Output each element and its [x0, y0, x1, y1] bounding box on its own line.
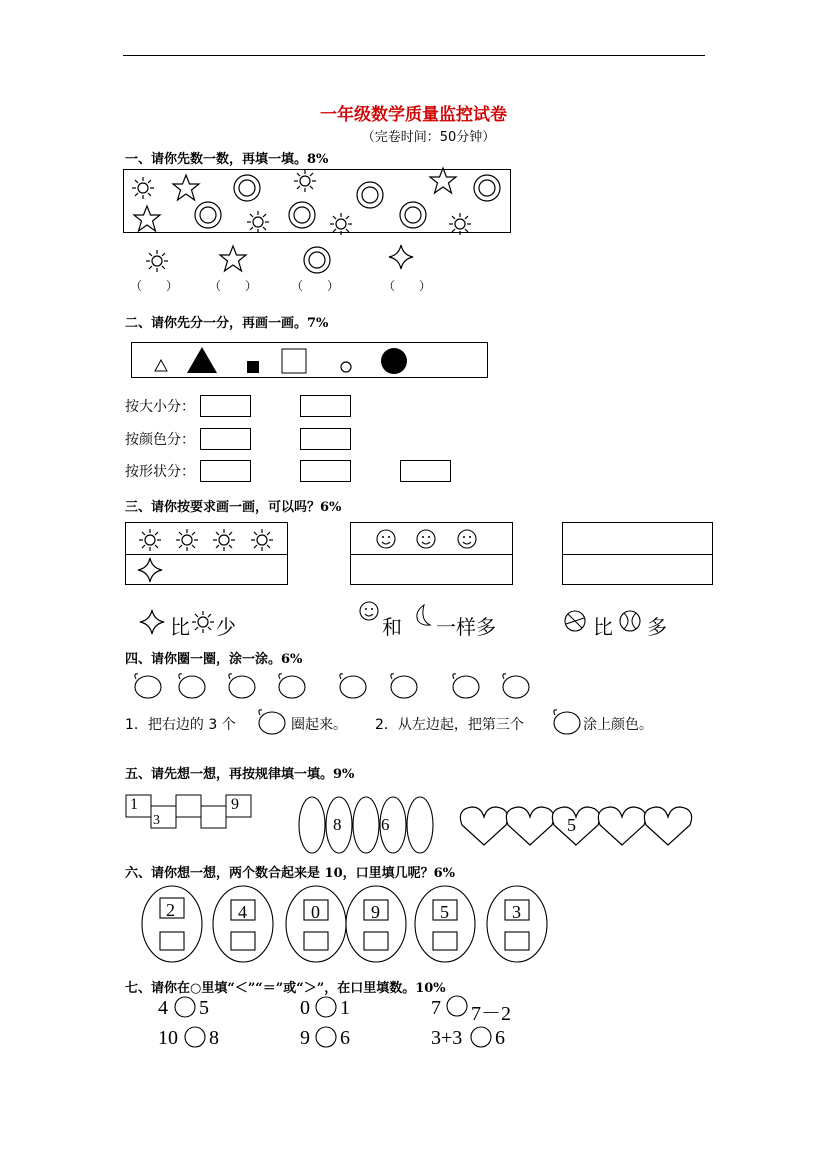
compare-right: 1 — [340, 997, 350, 1019]
compare-circle — [316, 997, 336, 1017]
page-title: 一年级数学质量监控试卷 — [320, 105, 507, 125]
compare-left: 9 — [300, 1027, 310, 1049]
section4-heading: 四、请你圈一圈，涂一涂。6% — [125, 652, 303, 667]
compare-left: 0 — [300, 997, 310, 1019]
compare-right: 7－2 — [471, 1003, 511, 1025]
heart-value: 5 — [567, 815, 576, 835]
q2-text-b: 涂上颜色。 — [583, 717, 653, 733]
compare-circle — [316, 1027, 336, 1047]
step-value: 1 — [130, 796, 138, 813]
compare-right: 8 — [209, 1027, 219, 1049]
compare-right: 6 — [495, 1027, 505, 1049]
row-size-label: 按大小分： — [125, 399, 195, 415]
compare-circle — [471, 1027, 491, 1047]
given-number: 0 — [311, 902, 320, 922]
given-number: 9 — [371, 902, 380, 922]
blank-ring[interactable]: （ ） — [291, 279, 340, 293]
q1-text-b: 圈起来。 — [291, 717, 347, 733]
given-number: 4 — [238, 902, 247, 922]
given-number: 2 — [166, 900, 175, 920]
row-shape-label: 按形状分： — [125, 464, 195, 480]
section1-heading: 一、请你先数一数，再填一填。8% — [125, 152, 329, 167]
caption3-a: 比 — [593, 615, 613, 639]
caption1-b: 少 — [216, 615, 236, 639]
oval-value: 8 — [333, 815, 342, 834]
row-color-label: 按颜色分： — [125, 432, 195, 448]
compare-circle — [447, 996, 467, 1016]
q1-text-a: 1．把右边的 3 个 — [125, 717, 236, 733]
compare-left: 7 — [431, 997, 441, 1019]
section5-heading: 五、请先想一想，再按规律填一填。9% — [125, 767, 355, 782]
step-value: 9 — [231, 796, 239, 813]
blank-sun[interactable]: （ ） — [130, 279, 179, 293]
given-number: 5 — [440, 902, 449, 922]
caption1-a: 比 — [170, 615, 190, 639]
given-number: 3 — [512, 902, 521, 922]
blank-star[interactable]: （ ） — [209, 279, 258, 293]
blank-sparkle[interactable]: （ ） — [383, 279, 432, 293]
section7-heading: 七、请你在○里填“＜”“＝”或“＞”，在口里填数。10% — [125, 981, 446, 996]
compare-circle — [175, 997, 195, 1017]
caption2-a: 和 — [382, 615, 402, 639]
compare-right: 6 — [340, 1027, 350, 1049]
compare-left: 4 — [158, 997, 168, 1019]
compare-left: 3+3 — [431, 1027, 463, 1049]
compare-left: 10 — [158, 1027, 178, 1049]
q2-text-a: 2．从左边起，把第三个 — [375, 717, 524, 733]
compare-right: 5 — [199, 997, 209, 1019]
page-subtitle: （完卷时间：50分钟） — [361, 130, 496, 145]
caption2-b: 一样多 — [436, 615, 496, 639]
compare-circle — [185, 1027, 205, 1047]
caption3-b: 多 — [647, 615, 667, 639]
step-value: 3 — [153, 813, 160, 828]
section2-heading: 二、请你先分一分，再画一画。7% — [125, 316, 329, 331]
section6-heading: 六、请你想一想，两个数合起来是 10，口里填几呢？6% — [125, 866, 456, 881]
oval-value: 6 — [381, 815, 390, 834]
section3-heading: 三、请你按要求画一画，可以吗？6% — [125, 500, 342, 515]
